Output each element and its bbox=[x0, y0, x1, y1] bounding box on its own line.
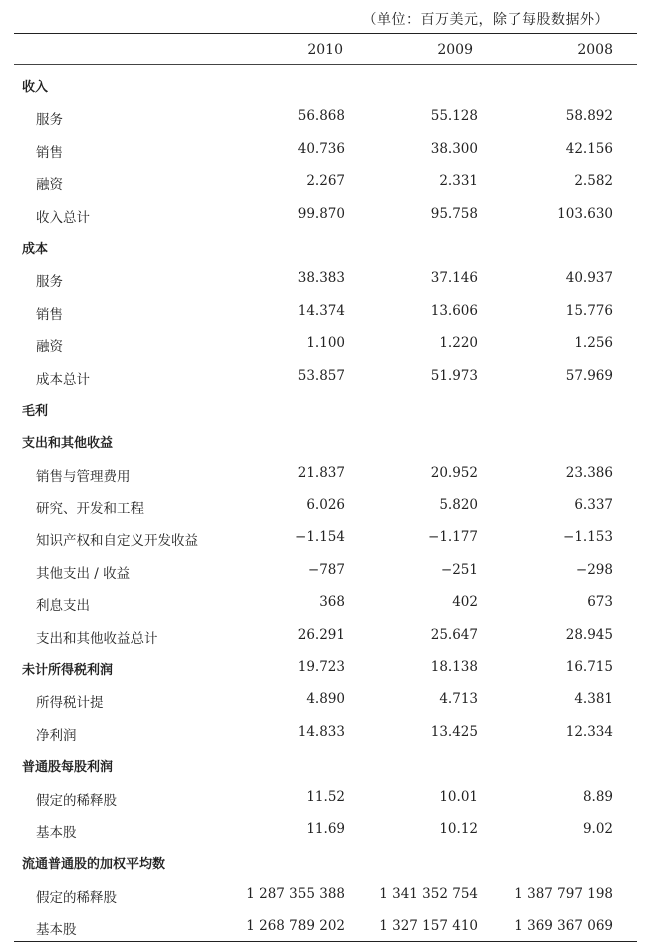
table-row bbox=[0, 133, 653, 165]
row-label: 知识产权和自定义开发收益 bbox=[36, 533, 198, 550]
row-label: 销售 bbox=[36, 306, 63, 323]
table-row bbox=[0, 165, 653, 197]
table-row bbox=[0, 457, 653, 489]
value-2008: 1.256 bbox=[574, 335, 613, 352]
table-top-rule bbox=[14, 33, 637, 34]
value-2010: 14.374 bbox=[297, 302, 345, 319]
row-label: 净利润 bbox=[36, 727, 77, 744]
section-row bbox=[0, 845, 653, 877]
value-2010: 99.870 bbox=[297, 205, 345, 222]
section-row bbox=[0, 748, 653, 780]
value-2010: −1.154 bbox=[295, 529, 345, 546]
value-2010: 2.267 bbox=[306, 173, 345, 190]
table-row bbox=[0, 521, 653, 553]
value-2008: 42.156 bbox=[565, 140, 613, 157]
value-2008: 9.02 bbox=[582, 820, 613, 837]
table-row bbox=[0, 489, 653, 521]
value-2010: 1.100 bbox=[306, 335, 345, 352]
row-label: 所得税计提 bbox=[36, 695, 104, 712]
value-2010: 1 268 789 202 bbox=[246, 918, 345, 935]
value-2008: 8.89 bbox=[582, 788, 613, 805]
value-2010: 6.026 bbox=[306, 497, 345, 514]
header-year-2008: 2008 bbox=[577, 42, 613, 58]
table-row bbox=[0, 198, 653, 230]
value-2010: 1 287 355 388 bbox=[246, 885, 345, 902]
value-2010: −787 bbox=[307, 561, 345, 578]
row-label: 支出和其他收益 bbox=[22, 436, 114, 452]
value-2010: 40.736 bbox=[297, 140, 345, 157]
row-label: 服务 bbox=[36, 274, 63, 291]
value-2008: 58.892 bbox=[565, 108, 613, 125]
value-2009: 20.952 bbox=[430, 464, 478, 481]
value-2008: 6.337 bbox=[574, 497, 613, 514]
header-year-2010: 2010 bbox=[307, 42, 343, 58]
row-label: 其他支出 / 收益 bbox=[36, 565, 131, 582]
row-label: 融资 bbox=[36, 339, 63, 356]
table-row bbox=[0, 619, 653, 651]
value-2010: 14.833 bbox=[297, 723, 345, 740]
row-label: 成本 bbox=[22, 241, 49, 257]
value-2009: −251 bbox=[440, 561, 478, 578]
table-row bbox=[0, 360, 653, 392]
section-row bbox=[0, 68, 653, 100]
value-2009: 402 bbox=[452, 594, 478, 611]
value-2010: 21.837 bbox=[297, 464, 345, 481]
row-label: 收入总计 bbox=[36, 209, 90, 226]
row-label: 成本总计 bbox=[36, 371, 90, 388]
value-2009: 18.138 bbox=[430, 659, 478, 676]
value-2009: 5.820 bbox=[439, 497, 478, 514]
value-2009: −1.177 bbox=[428, 529, 478, 546]
row-label: 销售 bbox=[36, 144, 63, 161]
row-label: 利息支出 bbox=[36, 598, 90, 615]
value-2008: 16.715 bbox=[565, 659, 613, 676]
row-label: 支出和其他收益总计 bbox=[36, 630, 158, 647]
value-2008: 103.630 bbox=[557, 205, 613, 222]
value-2009: 51.973 bbox=[430, 367, 478, 384]
table-row bbox=[0, 910, 653, 942]
row-label: 研究、开发和工程 bbox=[36, 501, 144, 518]
row-label: 服务 bbox=[36, 112, 63, 129]
table-row bbox=[0, 683, 653, 715]
table-row bbox=[0, 586, 653, 618]
value-2008: 28.945 bbox=[565, 626, 613, 643]
table-row bbox=[0, 878, 653, 910]
section-row bbox=[0, 424, 653, 456]
value-2008: 15.776 bbox=[565, 302, 613, 319]
row-label: 毛利 bbox=[22, 403, 49, 419]
row-label: 假定的稀释股 bbox=[36, 792, 117, 809]
value-2010: 4.890 bbox=[306, 691, 345, 708]
value-2010: 11.69 bbox=[306, 820, 345, 837]
value-2010: 26.291 bbox=[297, 626, 345, 643]
value-2008: 23.386 bbox=[565, 464, 613, 481]
row-label: 收入 bbox=[22, 80, 49, 95]
value-2008: 12.334 bbox=[565, 723, 613, 740]
table-header bbox=[0, 38, 653, 62]
table-bottom-rule bbox=[14, 941, 637, 942]
table-row bbox=[0, 813, 653, 845]
value-2010: 368 bbox=[319, 594, 345, 611]
value-2008: 673 bbox=[587, 594, 613, 611]
value-2009: 95.758 bbox=[430, 205, 478, 222]
table-row bbox=[0, 327, 653, 359]
row-label: 假定的稀释股 bbox=[36, 889, 117, 906]
value-2010: 53.857 bbox=[297, 367, 345, 384]
value-2008: 2.582 bbox=[574, 173, 613, 190]
value-2009: 25.647 bbox=[430, 626, 478, 643]
row-label: 基本股 bbox=[36, 922, 77, 939]
table-row bbox=[0, 262, 653, 294]
header-year-2009: 2009 bbox=[437, 42, 473, 58]
value-2010: 19.723 bbox=[297, 659, 345, 676]
value-2009: 1 327 157 410 bbox=[379, 918, 478, 935]
value-2009: 55.128 bbox=[430, 108, 478, 125]
table-row bbox=[0, 716, 653, 748]
table-row bbox=[0, 100, 653, 132]
value-2009: 1 341 352 754 bbox=[379, 885, 478, 902]
row-label: 融资 bbox=[36, 177, 63, 194]
value-2009: 4.713 bbox=[439, 691, 478, 708]
value-2010: 11.52 bbox=[306, 788, 345, 805]
financial-table-body bbox=[0, 68, 653, 943]
row-label: 普通股每股利润 bbox=[22, 760, 114, 776]
table-header-rule bbox=[14, 64, 637, 65]
row-label: 销售与管理费用 bbox=[36, 468, 131, 485]
value-2010: 56.868 bbox=[297, 108, 345, 125]
value-2008: −298 bbox=[575, 561, 613, 578]
value-2008: 1 387 797 198 bbox=[514, 885, 613, 902]
unit-note: （单位：百万美元，除了每股数据外） bbox=[362, 12, 609, 28]
value-2009: 10.01 bbox=[439, 788, 478, 805]
table-row bbox=[0, 554, 653, 586]
value-2009: 38.300 bbox=[430, 140, 478, 157]
value-2009: 10.12 bbox=[439, 820, 478, 837]
section-row bbox=[0, 392, 653, 424]
value-2008: 4.381 bbox=[574, 691, 613, 708]
table-row bbox=[0, 781, 653, 813]
section-row bbox=[0, 230, 653, 262]
section-row bbox=[0, 651, 653, 683]
row-label: 基本股 bbox=[36, 824, 77, 841]
value-2009: 1.220 bbox=[439, 335, 478, 352]
value-2009: 13.606 bbox=[430, 302, 478, 319]
value-2008: 1 369 367 069 bbox=[514, 918, 613, 935]
row-label: 流通普通股的加权平均数 bbox=[22, 857, 166, 873]
value-2008: 40.937 bbox=[565, 270, 613, 287]
value-2009: 2.331 bbox=[439, 173, 478, 190]
value-2008: 57.969 bbox=[565, 367, 613, 384]
value-2009: 13.425 bbox=[430, 723, 478, 740]
row-label: 未计所得税利润 bbox=[22, 663, 114, 679]
value-2010: 38.383 bbox=[297, 270, 345, 287]
value-2008: −1.153 bbox=[563, 529, 613, 546]
table-row bbox=[0, 295, 653, 327]
value-2009: 37.146 bbox=[430, 270, 478, 287]
